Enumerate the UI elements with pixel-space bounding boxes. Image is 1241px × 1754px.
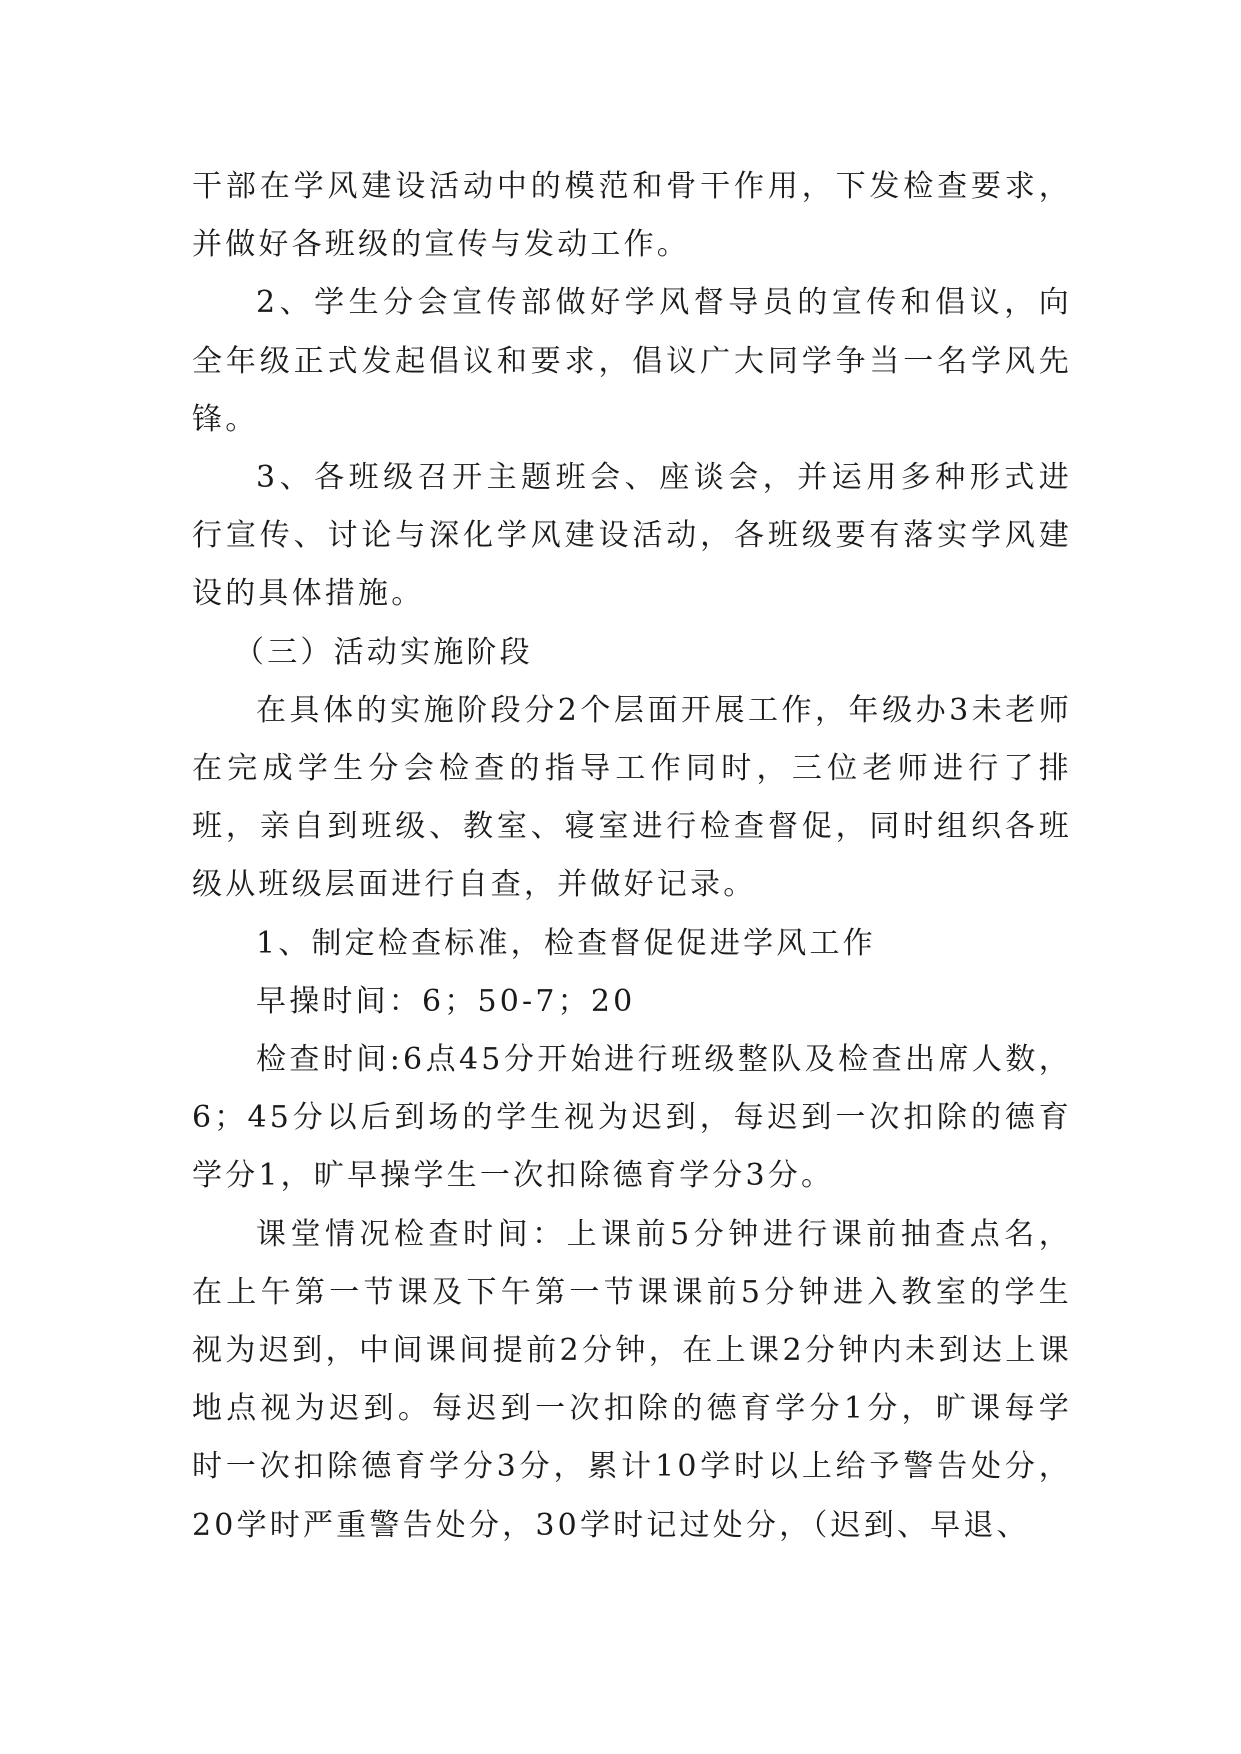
paragraph-2: 2、学生分会宣传部做好学风督导员的宣传和倡议，向全年级正式发起倡议和要求，倡议广大同学争当一名学风先锋。: [192, 285, 1072, 437]
document-body: [192, 158, 1072, 1555]
paragraph-6: 早操时间：6；50-7；20: [256, 983, 636, 1019]
paragraph-8: 课堂情况检查时间：上课前5分钟进行课前抽查点名，在上午第一节课及下午第一节课课前5分钟进入教室的学生视为迟到，中间课间提前2分钟，在上课2分钟内未到达上课地点视为迟到。每迟到一次扣除的德育学分1分，旷课每学时一次扣除德育学分3分，累计10学时以上给予警告处分，20学时严重警告处分，30学时记过处分，（迟到、早退、: [192, 1216, 1072, 1543]
section-heading: （三）活动实施阶段: [234, 634, 533, 670]
paragraph-1: 干部在学风建设活动中的模范和骨干作用，下发检查要求，并做好各班级的宣传与发动工作。: [192, 169, 1072, 263]
paragraph-5: 1、制定检查标准，检查督促促进学风工作: [256, 925, 876, 961]
paragraph-7: 检查时间:6点45分开始进行班级整队及检查出席人数，6；45分以后到场的学生视为迟到，每迟到一次扣除的德育学分1，旷早操学生一次扣除德育学分3分。: [192, 1042, 1072, 1194]
paragraph-3: 3、各班级召开主题班会、座谈会，并运用多种形式进行宣传、讨论与深化学风建设活动，各班级要有落实学风建设的具体措施。: [192, 460, 1072, 612]
paragraph-4: 在具体的实施阶段分2个层面开展工作，年级办3未老师在完成学生分会检查的指导工作同时，三位老师进行了排班，亲自到班级、教室、寝室进行检查督促，同时组织各班级从班级层面进行自查，并做好记录。: [192, 692, 1072, 903]
